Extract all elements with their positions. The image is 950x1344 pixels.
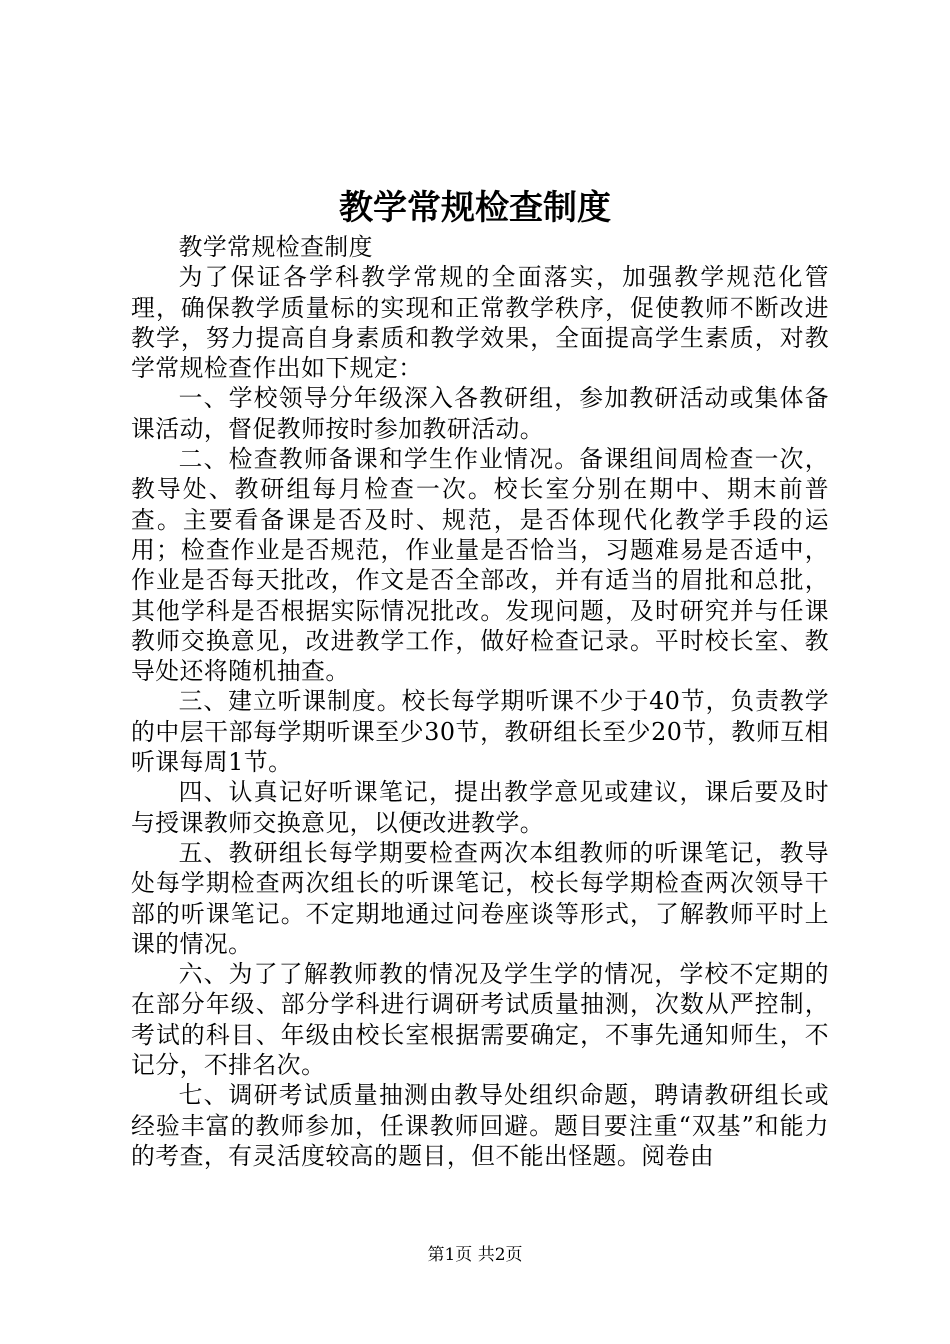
paragraph-item-1: 一、学校领导分年级深入各教研组，参加教研活动或集体备课活动，督促教师按时参加教研活动。 [131,384,829,443]
paragraph-intro: 为了保证各学科教学常规的全面落实，加强教学规范化管理，确保教学质量标的实现和正常教学秩序，促使教师不断改进教学，努力提高自身素质和教学效果，全面提高学生素质，对教学常规检查作出如下规定： [131,263,829,383]
paragraph-item-6: 六、为了了解教师教的情况及学生学的情况，学校不定期的在部分年级、部分学科进行调研考试质量抽测，次数从严控制，考试的科目、年级由校长室根据需要确定，不事先通知师生，不记分，不排名次。 [131,960,829,1080]
paragraph-item-3: 三、建立听课制度。校长每学期听课不少于40节，负责教学的中层干部每学期听课至少30节，教研组长至少20节，教师互相听课每周1节。 [131,687,829,777]
paragraph-item-5: 五、教研组长每学期要检查两次本组教师的听课笔记，教导处每学期检查两次组长的听课笔记，校长每学期检查两次领导干部的听课笔记。不定期地通过问卷座谈等形式，了解教师平时上课的情况。 [131,838,829,958]
paragraph-item-2: 二、检查教师备课和学生作业情况。备课组间周检查一次，教导处、教研组每月检查一次。校长室分别在期中、期末前普查。主要看备课是否及时、规范，是否体现代化教学手段的运用；检查作业是否规范，作业量是否恰当，习题难易是否适中，作业是否每天批改，作文是否全部改，并有适当的眉批和总批，其他学科是否根据实际情况批改。发现问题，及时研究并与任课教师交换意见，改进教学工作，做好检查记录。平时校长室、教导处还将随机抽查。 [131,445,829,686]
paragraph-item-4: 四、认真记好听课笔记，提出教学意见或建议，课后要及时与授课教师交换意见，以便改进教学。 [131,778,829,837]
paragraph-heading-repeat: 教学常规检查制度 [178,233,373,261]
paragraph-item-7: 七、调研考试质量抽测由教导处组织命题，聘请教研组长或经验丰富的教师参加，任课教师回避。题目要注重“双基”和能力的考查，有灵活度较高的题目，但不能出怪题。阅卷由 [131,1081,829,1170]
document-body [131,232,829,1171]
document-title: 教学常规检查制度 [339,188,611,228]
page-footer: 第1页 共2页 [427,1245,523,1265]
